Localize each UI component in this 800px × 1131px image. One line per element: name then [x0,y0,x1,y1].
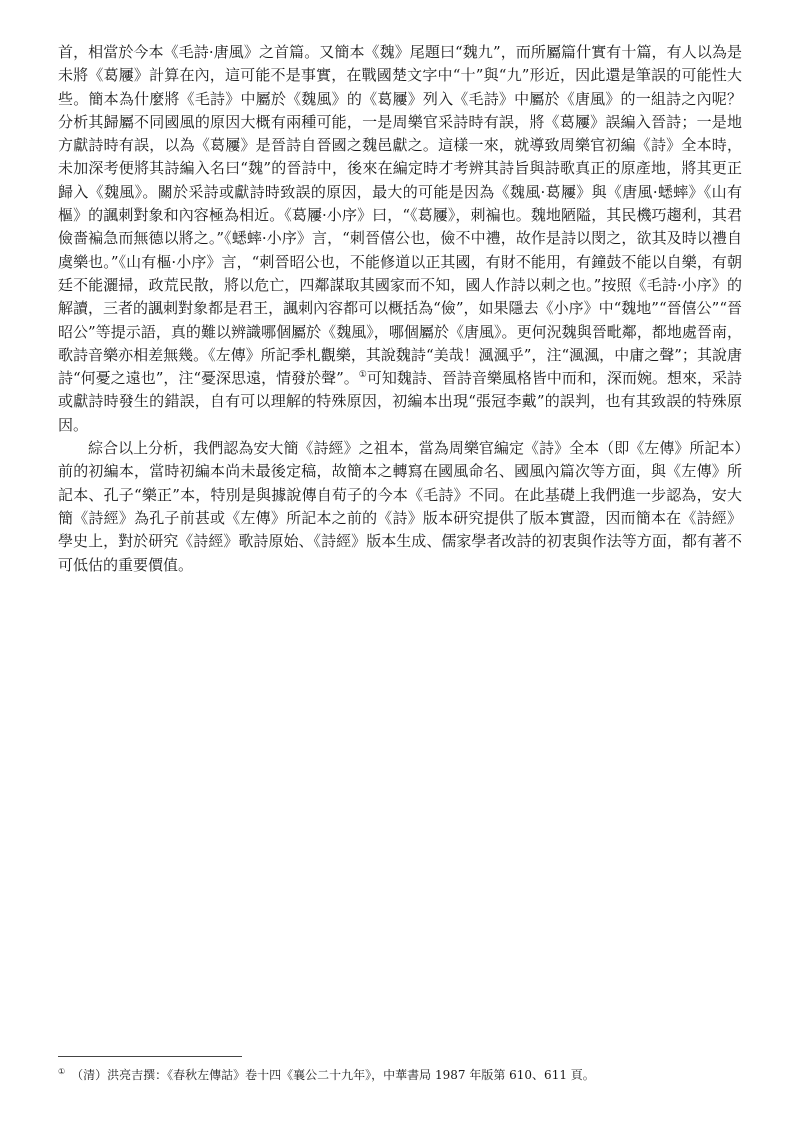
footnote [58,1066,742,1084]
footnote-divider [58,1056,242,1057]
paragraph-1 [58,41,742,437]
paragraph-1-continuation: 可知魏詩、晉詩音樂風格皆中而和，深而婉。想來，采詩或獻詩時發生的錯誤，自有可以理解的特殊原因，初編本出現“張冠李戴”的誤判，也有其致誤的特殊原因。 [58,369,742,434]
paragraph-1-text: 首，相當於今本《毛詩·唐風》之首篇。又簡本《魏》尾題曰“魏九”，而所屬篇什實有十篇，有人以為是未將《葛屨》計算在內，這可能不是事實，在戰國楚文字中“十”與“九”形近，因此還是筆誤的可能性大些。簡本為什麼將《毛詩》中屬於《魏風》的《葛屨》列入《毛詩》中屬於《唐風》的一組詩之內呢？分析其歸屬不同國風的原因大概有兩種可能，一是周樂官采詩時有誤，將《葛屨》誤編入晉詩；一是地方獻詩時有誤，以為《葛屨》是晉詩自晉國之魏邑獻之。這樣一來，就導致周樂官初編《詩》全本時，未加深考便將其詩編入名曰“魏”的晉詩中，後來在編定時才考辨其詩旨與詩歌真正的原產地，將其更正歸入《魏風》。關於采詩或獻詩時致誤的原因，最大的可能是因為《魏風·葛屨》與《唐風·蟋蟀》《山有樞》的諷刺對象和內容極為相近。《葛屨·小序》曰，“《葛屨》，刺褊也。魏地陋隘，其民機巧趨利，其君儉嗇褊急而無德以將之。”《蟋蟀·小序》言，“刺晉僖公也，儉不中禮，故作是詩以閔之，欲其及時以禮自虞樂也。”《山有樞·小序》言，“刺晉昭公也，不能修道以正其國，有財不能用，有鐘鼓不能以自樂，有朝廷不能灑掃，政荒民散，將以危亡，四鄰謀取其國家而不知，國人作詩以刺之也。”按照《毛詩·小序》的解讀，三者的諷刺對象都是君王，諷刺內容都可以概括為“儉”，如果隱去《小序》中“魏地”“晉僖公”“晉昭公”等提示語，真的難以辨識哪個屬於《魏風》，哪個屬於《唐風》。更何況魏與晉毗鄰，都地處晉南，歌詩音樂亦相差無幾。《左傳》所記季札觀樂，其說魏詩“美哉！渢渢乎”，注“渢渢，中庸之聲”；其說唐詩“何憂之遠也”，注“憂深思遠，情發於聲”。 [58,43,742,388]
body-text [58,41,742,577]
footnote-text: （清）洪亮吉撰：《春秋左傳詁》卷十四《襄公二十九年》，中華書局 1987 年版第 610、611 頁。 [71,1068,595,1082]
footnote-reference: ① [358,370,367,381]
footnote-mark: ① [58,1067,66,1076]
paragraph-2: 綜合以上分析，我們認為安大簡《詩經》之祖本，當為周樂官編定《詩》全本（即《左傳》所記本）前的初編本，當時初編本尚未最後定稿，故簡本之轉寫在國風命名、國風內篇次等方面，與《左傳》所記本、孔子“樂正”本，特別是與據說傳自荀子的今本《毛詩》不同。在此基礎上我們進一步認為，安大簡《詩經》為孔子前甚或《左傳》所記本之前的《詩》版本研究提供了版本實證，因而簡本在《詩經》學史上，對於研究《詩經》歌詩原始、《詩經》版本生成、儒家學者改詩的初衷與作法等方面，都有著不可低估的重要價值。 [58,439,742,574]
